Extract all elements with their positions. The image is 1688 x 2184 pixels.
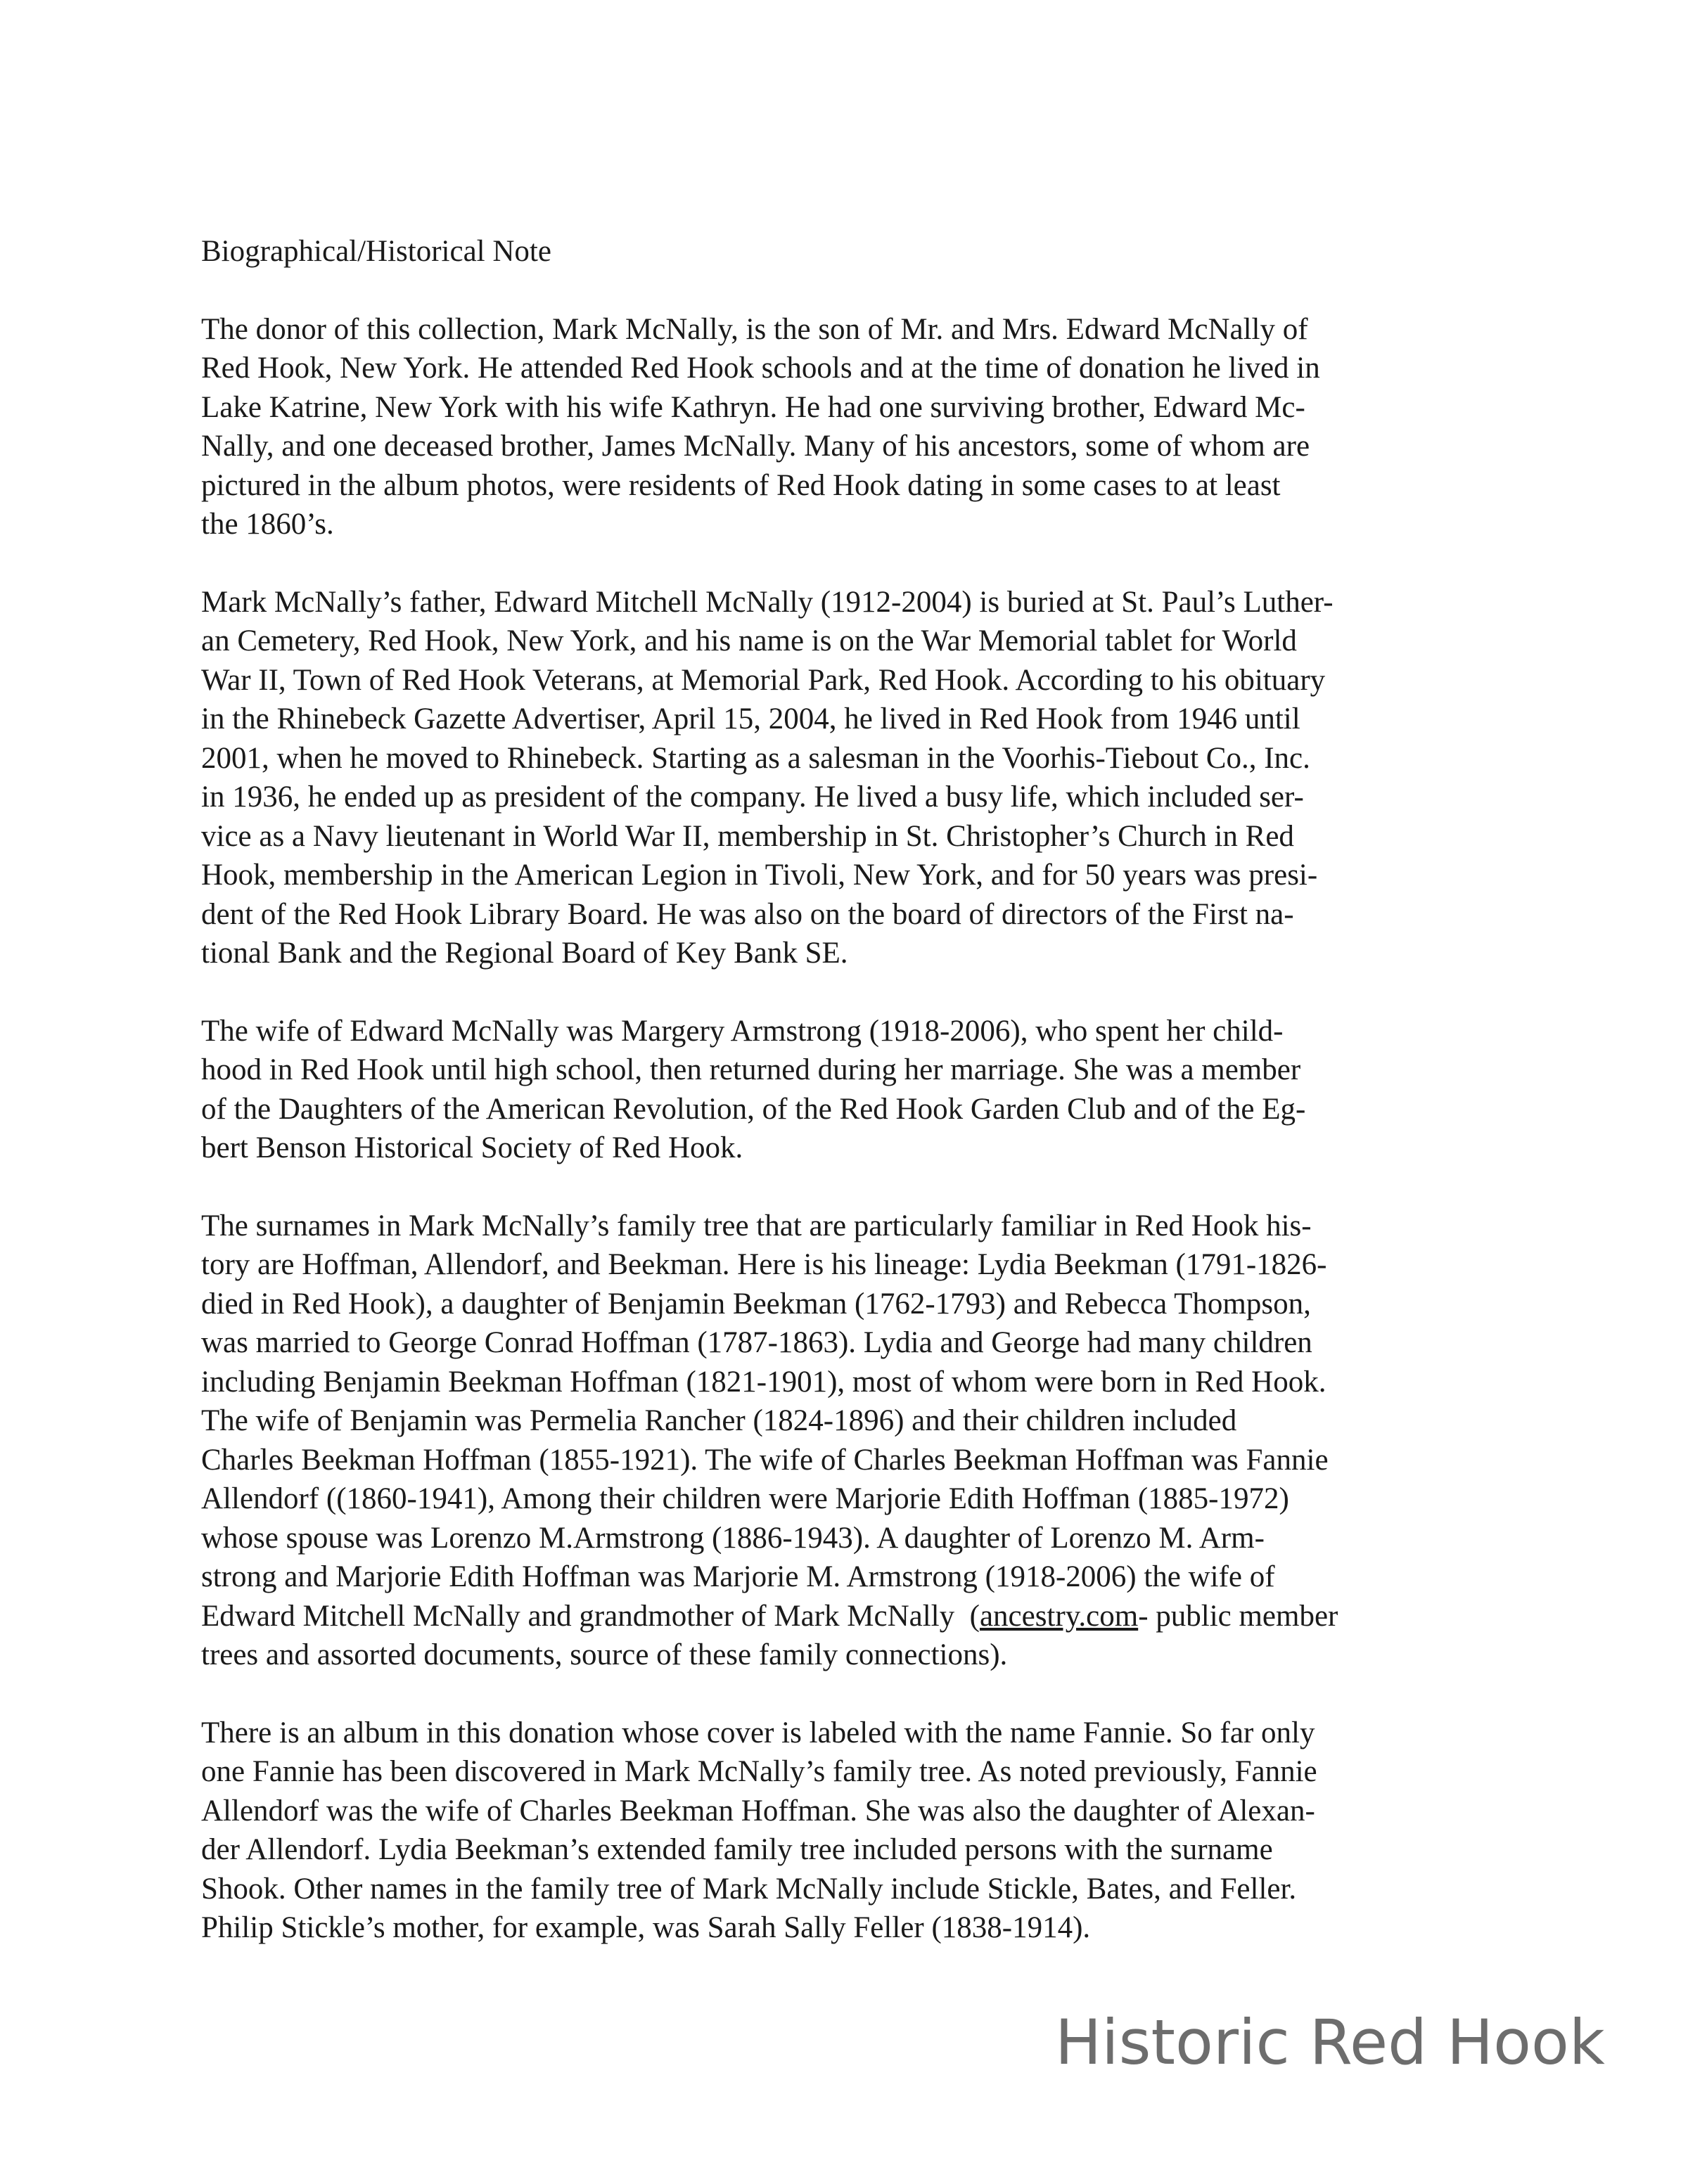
- text-line: Allendorf ((1860-1941), Among their children were Marjorie Edith Hoffman (1885-1972): [201, 1482, 1289, 1515]
- text-line: bert Benson Historical Society of Red Hook.: [201, 1131, 743, 1164]
- text-line: The wife of Benjamin was Permelia Rancher (1824-1896) and their children included: [201, 1404, 1237, 1437]
- text-line: in 1936, he ended up as president of the company. He lived a busy life, which included ser-: [201, 781, 1304, 814]
- document-body: [201, 232, 1509, 1986]
- text-line: was married to George Conrad Hoffman (1787-1863). Lydia and George had many children: [201, 1326, 1312, 1359]
- text-line: War II, Town of Red Hook Veterans, at Memorial Park, Red Hook. According to his obituary: [201, 663, 1326, 697]
- text-line: hood in Red Hook until high school, then returned during her marriage. She was a member: [201, 1053, 1301, 1086]
- text-line: including Benjamin Beekman Hoffman (1821-1901), most of whom were born in Red Hook.: [201, 1365, 1326, 1399]
- text-line: The wife of Edward McNally was Margery Armstrong (1918-2006), who spent her child-: [201, 1014, 1284, 1048]
- text-line: vice as a Navy lieutenant in World War II, membership in St. Christopher’s Church in Red: [201, 819, 1294, 853]
- paragraph-album: [201, 1714, 1509, 1948]
- text-line: Philip Stickle’s mother, for example, was Sarah Sally Feller (1838-1914).: [201, 1911, 1091, 1944]
- text-line: Hook, membership in the American Legion in Tivoli, New York, and for 50 years was presi-: [201, 859, 1318, 892]
- text-line: trees and assorted documents, source of these family connections).: [201, 1638, 1008, 1671]
- page-title: Biographical/Historical Note: [201, 235, 551, 268]
- text-after-link: - public member: [1138, 1599, 1338, 1633]
- text-line: Nally, and one deceased brother, James McNally. Many of his ancestors, some of whom are: [201, 430, 1310, 463]
- text-line: Lake Katrine, New York with his wife Kathryn. He had one surviving brother, Edward Mc-: [201, 390, 1305, 424]
- text-line: The surnames in Mark McNally’s family tree that are particularly familiar in Red Hook his-: [201, 1209, 1312, 1242]
- text-line-with-link: [201, 1597, 1509, 1636]
- text-line: died in Red Hook), a daughter of Benjamin Beekman (1762-1793) and Rebecca Thompson,: [201, 1287, 1311, 1321]
- paragraph-donor: [201, 310, 1509, 544]
- text-line: 2001, when he moved to Rhinebeck. Starting as a salesman in the Voorhis-Tiebout Co., Inc.: [201, 741, 1310, 775]
- text-line: Shook. Other names in the family tree of Mark McNally include Stickle, Bates, and Feller.: [201, 1872, 1297, 1906]
- text-line: Mark McNally’s father, Edward Mitchell McNally (1912-2004) is buried at St. Paul’s Luther-: [201, 585, 1334, 619]
- text-line: an Cemetery, Red Hook, New York, and his name is on the War Memorial tablet for World: [201, 624, 1297, 657]
- text-line: dent of the Red Hook Library Board. He was also on the board of directors of the First na-: [201, 897, 1294, 931]
- text-before-link: Edward Mitchell McNally and grandmother of Mark McNally (: [201, 1599, 980, 1633]
- text-line: the 1860’s.: [201, 508, 334, 541]
- paragraph-mother: [201, 1012, 1509, 1168]
- paragraph-father: [201, 583, 1509, 973]
- text-line: pictured in the album photos, were residents of Red Hook dating in some cases to at least: [201, 468, 1281, 502]
- text-line: The donor of this collection, Mark McNally, is the son of Mr. and Mrs. Edward McNally of: [201, 312, 1308, 346]
- text-line: one Fannie has been discovered in Mark McNally’s family tree. As noted previously, Fannie: [201, 1755, 1317, 1788]
- text-line: in the Rhinebeck Gazette Advertiser, April 15, 2004, he lived in Red Hook from 1946 until: [201, 702, 1300, 736]
- text-line: of the Daughters of the American Revolution, of the Red Hook Garden Club and of the Eg-: [201, 1092, 1306, 1126]
- text-line: whose spouse was Lorenzo M.Armstrong (1886-1943). A daughter of Lorenzo M. Arm-: [201, 1521, 1265, 1555]
- text-line: Red Hook, New York. He attended Red Hook schools and at the time of donation he lived in: [201, 352, 1320, 385]
- text-line: der Allendorf. Lydia Beekman’s extended family tree included persons with the surname: [201, 1833, 1273, 1866]
- text-line: Allendorf was the wife of Charles Beekman Hoffman. She was also the daughter of Alexan-: [201, 1794, 1315, 1828]
- text-line: Charles Beekman Hoffman (1855-1921). The wife of Charles Beekman Hoffman was Fannie: [201, 1443, 1329, 1477]
- text-line: tional Bank and the Regional Board of Key Bank SE.: [201, 937, 848, 970]
- footer-brand: Historic Red Hook: [1055, 2006, 1605, 2079]
- text-line: There is an album in this donation whose cover is labeled with the name Fannie. So far only: [201, 1716, 1315, 1749]
- text-line: tory are Hoffman, Allendorf, and Beekman. Here is his lineage: Lydia Beekman (1791-1826-: [201, 1248, 1327, 1281]
- text-line: strong and Marjorie Edith Hoffman was Marjorie M. Armstrong (1918-2006) the wife of: [201, 1560, 1275, 1593]
- paragraph-lineage: [201, 1207, 1509, 1675]
- ancestry-link[interactable]: ancestry.com: [979, 1599, 1139, 1633]
